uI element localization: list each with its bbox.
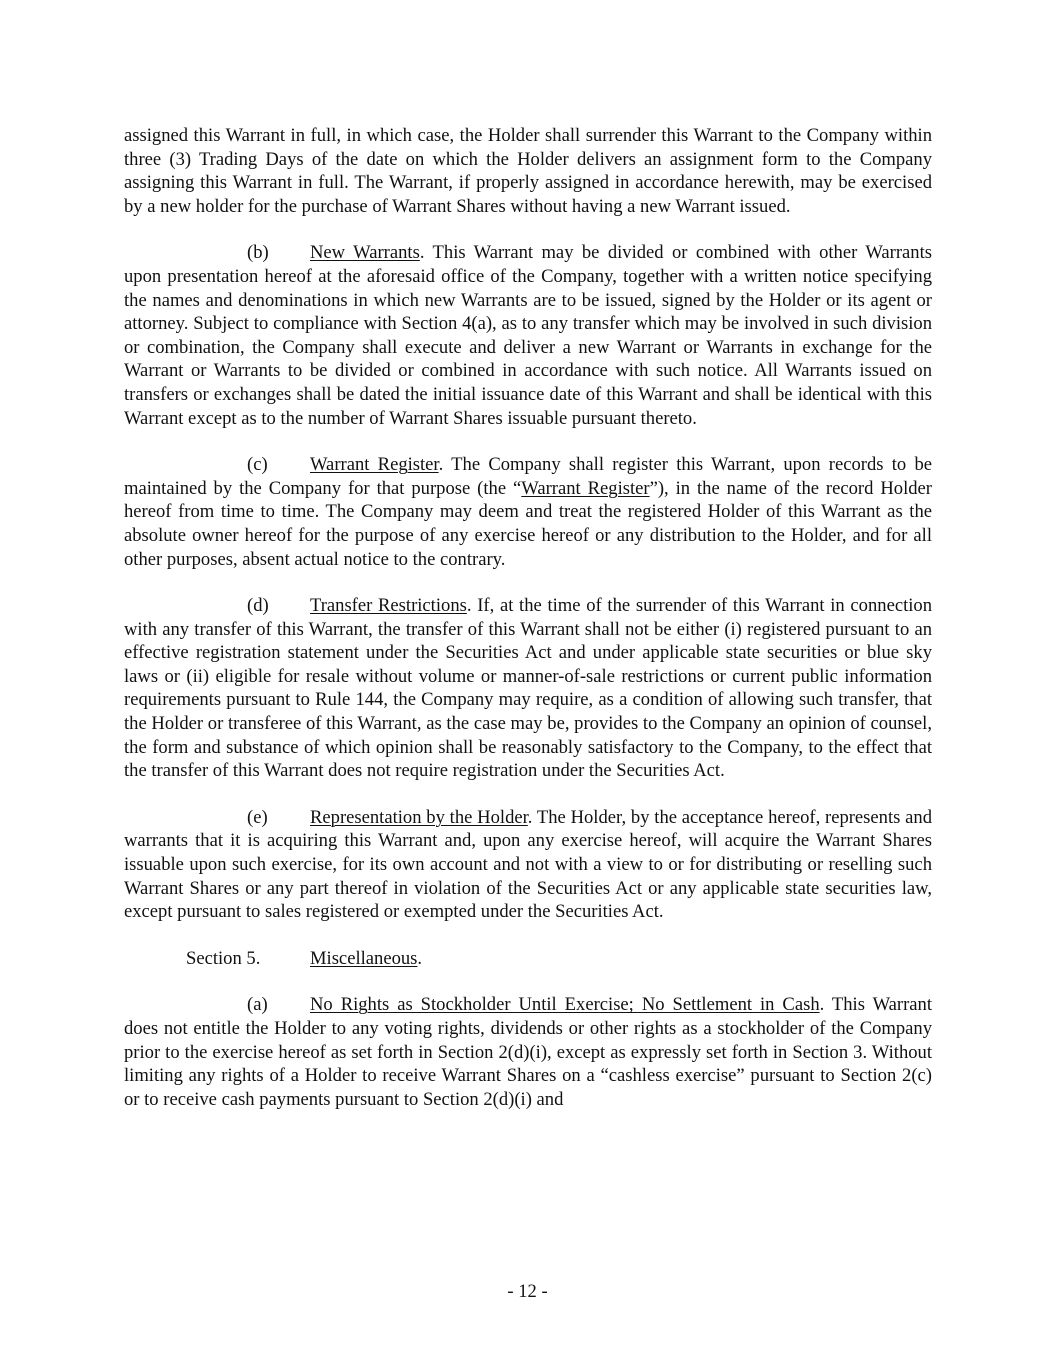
clause-label: (b) [247, 242, 269, 264]
section-trailing: . [417, 947, 423, 969]
clause-body: . The Holder, by the acceptance hereof, represents and warrants that it is acquiring this Warrant and, upon any exercise hereof, will acquire the Warrant Shares issuable upon such exercise, for its own account and not with a view to or for distributing or reselling such Warrant Shares or any part thereof in violation of the Securities Act or any applicable state securities law, except pursuant to sales registered or exempted under the Securities Act. [124, 806, 932, 923]
clause-label: (c) [247, 454, 268, 476]
clause-label: (e) [247, 806, 268, 828]
clause-body-part2: ”), in the name of the record Holder hereof from time to time. The Company may deem and treat the registered Holder of this Warrant as the absolute owner hereof for the purpose of any exercise hereof or any distribution to the Holder, and for all other purposes, absent actual notice to the contrary. [124, 477, 932, 570]
section-label: Section 5. [186, 947, 261, 969]
continuation-paragraph: assigned this Warrant in full, in which case, the Holder shall surrender this Warrant to the Company within three (3) Trading Days of the date on which the Holder delivers an assignment form to the Company assigning this Warrant in full. The Warrant, if properly assigned in accordance herewith, may be exercised by a new holder for the purchase of Warrant Shares without having a new Warrant issued. [124, 125, 932, 217]
clause-heading: Transfer Restrictions [310, 595, 467, 617]
clause-heading: Warrant Register [310, 454, 439, 476]
clause-e-representation [124, 806, 932, 924]
clause-heading: New Warrants [310, 242, 420, 264]
clause-body: . This Warrant may be divided or combined with other Warrants upon presentation hereof at the aforesaid office of the Company, together with a written notice specifying the names and denominations in which new Warrants are to be issued, signed by the Holder or its agent or attorney. Subject to compliance with Section 4(a), as to any transfer which may be involved in such division or combination, the Company shall execute and deliver a new Warrant or Warrants in exchange for the Warrant or Warrants to be divided or combined in accordance with such notice. All Warrants issued on transfers or exchanges shall be dated the initial issuance date of this Warrant and shall be identical with this Warrant except as to the number of Warrant Shares issuable pursuant thereto. [124, 242, 932, 429]
defined-term: Warrant Register [521, 477, 650, 499]
clause-label: (d) [247, 595, 269, 617]
clause-body: . If, at the time of the surrender of this Warrant in connection with any transfer of this Warrant, the transfer of this Warrant shall not be either (i) registered pursuant to an effective registration statement under the Securities Act and under applicable state securities or blue sky laws or (ii) eligible for resale without volume or manner-of-sale restrictions or current public information requirements pursuant to Rule 144, the Company may require, as a condition of allowing such transfer, that the Holder or transferee of this Warrant, as the case may be, provides to the Company an opinion of counsel, the form and substance of which opinion shall be reasonably satisfactory to the Company, to the effect that the transfer of this Warrant does not require registration under the Securities Act. [124, 595, 933, 782]
clause-c-warrant-register [124, 453, 932, 571]
clause-label: (a) [247, 994, 268, 1016]
page-number: - 12 - [507, 1281, 548, 1302]
clause-heading: No Rights as Stockholder Until Exercise; No Settlement in Cash [310, 994, 820, 1016]
clause-d-transfer-restrictions [124, 594, 932, 783]
section-5-heading [124, 947, 932, 971]
clause-body-part1: . The Company shall register this Warrant, upon records to be maintained by the Company for that purpose (the “ [124, 454, 933, 499]
section-title: Miscellaneous [310, 947, 418, 969]
document-page [124, 124, 932, 1134]
clause-b-new-warrants [124, 241, 932, 430]
clause-heading: Representation by the Holder [310, 806, 528, 828]
section-5-clause-a [124, 993, 932, 1111]
clause-body: . This Warrant does not entitle the Holder to any voting rights, dividends or other rights as a stockholder of the Company prior to the exercise hereof as set forth in Section 2(d)(i), except as expressly set forth in Section 3. Without limiting any rights of a Holder to receive Warrant Shares on a “cashless exercise” pursuant to Section 2(c) or to receive cash payments pursuant to Section 2(d)(i) and [124, 994, 933, 1110]
